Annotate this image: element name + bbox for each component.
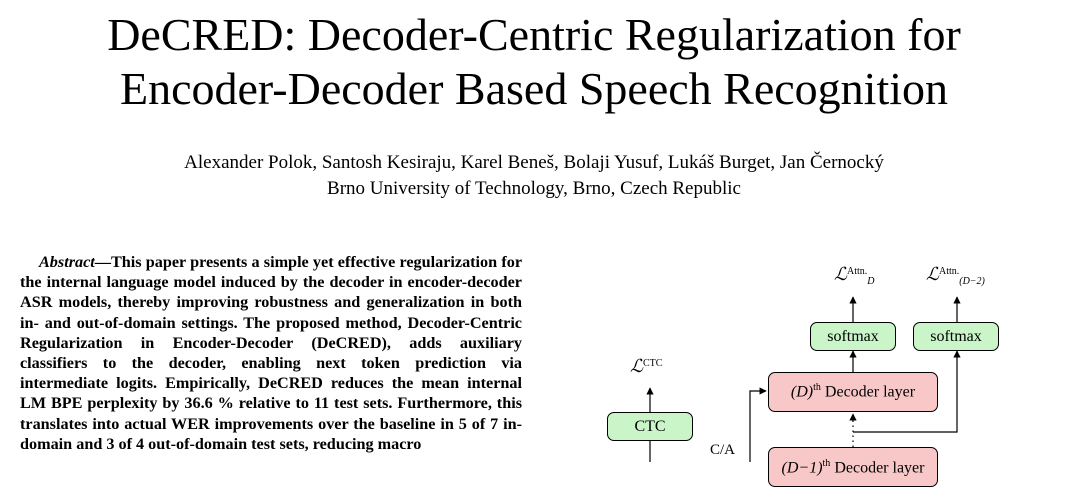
abstract bbox=[20, 252, 522, 454]
title-line-2: Encoder-Decoder Based Speech Recognition bbox=[119, 63, 949, 114]
architecture-figure bbox=[600, 250, 1068, 477]
decoder-layer-d-label: $(D)^{th}$ Decoder layer bbox=[790, 382, 916, 401]
affiliation: Brno University of Technology, Brno, Czech Republic bbox=[327, 178, 741, 199]
author-list: Alexander Polok, Santosh Kesiraju, Karel Beneš, Bolaji Yusuf, Lukáš Burget, Jan Černocký bbox=[184, 152, 884, 173]
softmax-box-2: softmax bbox=[913, 322, 999, 351]
paper-title bbox=[0, 8, 1068, 116]
arrow-ca-to-decoder bbox=[750, 391, 766, 462]
decoder-layer-d bbox=[768, 372, 938, 412]
loss-attn-d-label: ℒ$^{Attn.}_D$ bbox=[834, 264, 875, 287]
abstract-body: —This paper presents a simple yet effective regularization for the internal language model induced by the decoder in encoder-decoder ASR models, thereby improving robustness and generalization in both in- and out-of-domain settings. The proposed method, Decoder-Centric Regularization in Encoder-Decoder (DeCRED), adds auxiliary classifiers to the decoder, enabling next token prediction via intermediate logits. Empirically, DeCRED reduces the mean internal LM BPE perplexity by 36.6 % relative to 11 test sets. Furthermore, this translates into actual WER improvements over the baseline in 5 of 7 in-domain and 3 of 4 out-of-domain test sets, reducing macro bbox=[20, 253, 522, 453]
ctc-box: CTC bbox=[607, 412, 693, 441]
loss-attn-d2-label: ℒ$^{Attn.}_{(D-2)}$ bbox=[926, 264, 985, 287]
cross-attention-label: C/A bbox=[710, 442, 736, 458]
title-line-1: DeCRED: Decoder-Centric Regularization for bbox=[107, 9, 961, 60]
decoder-layer-d-minus-1 bbox=[768, 447, 938, 487]
softmax-box-1: softmax bbox=[810, 322, 896, 351]
loss-ctc-label: ℒ$^{CTC}$ bbox=[630, 356, 663, 376]
decoder-layer-d-minus-1-label: $(D-1)^{th}$ Decoder layer bbox=[781, 458, 925, 477]
abstract-lead: Abstract bbox=[39, 253, 95, 271]
